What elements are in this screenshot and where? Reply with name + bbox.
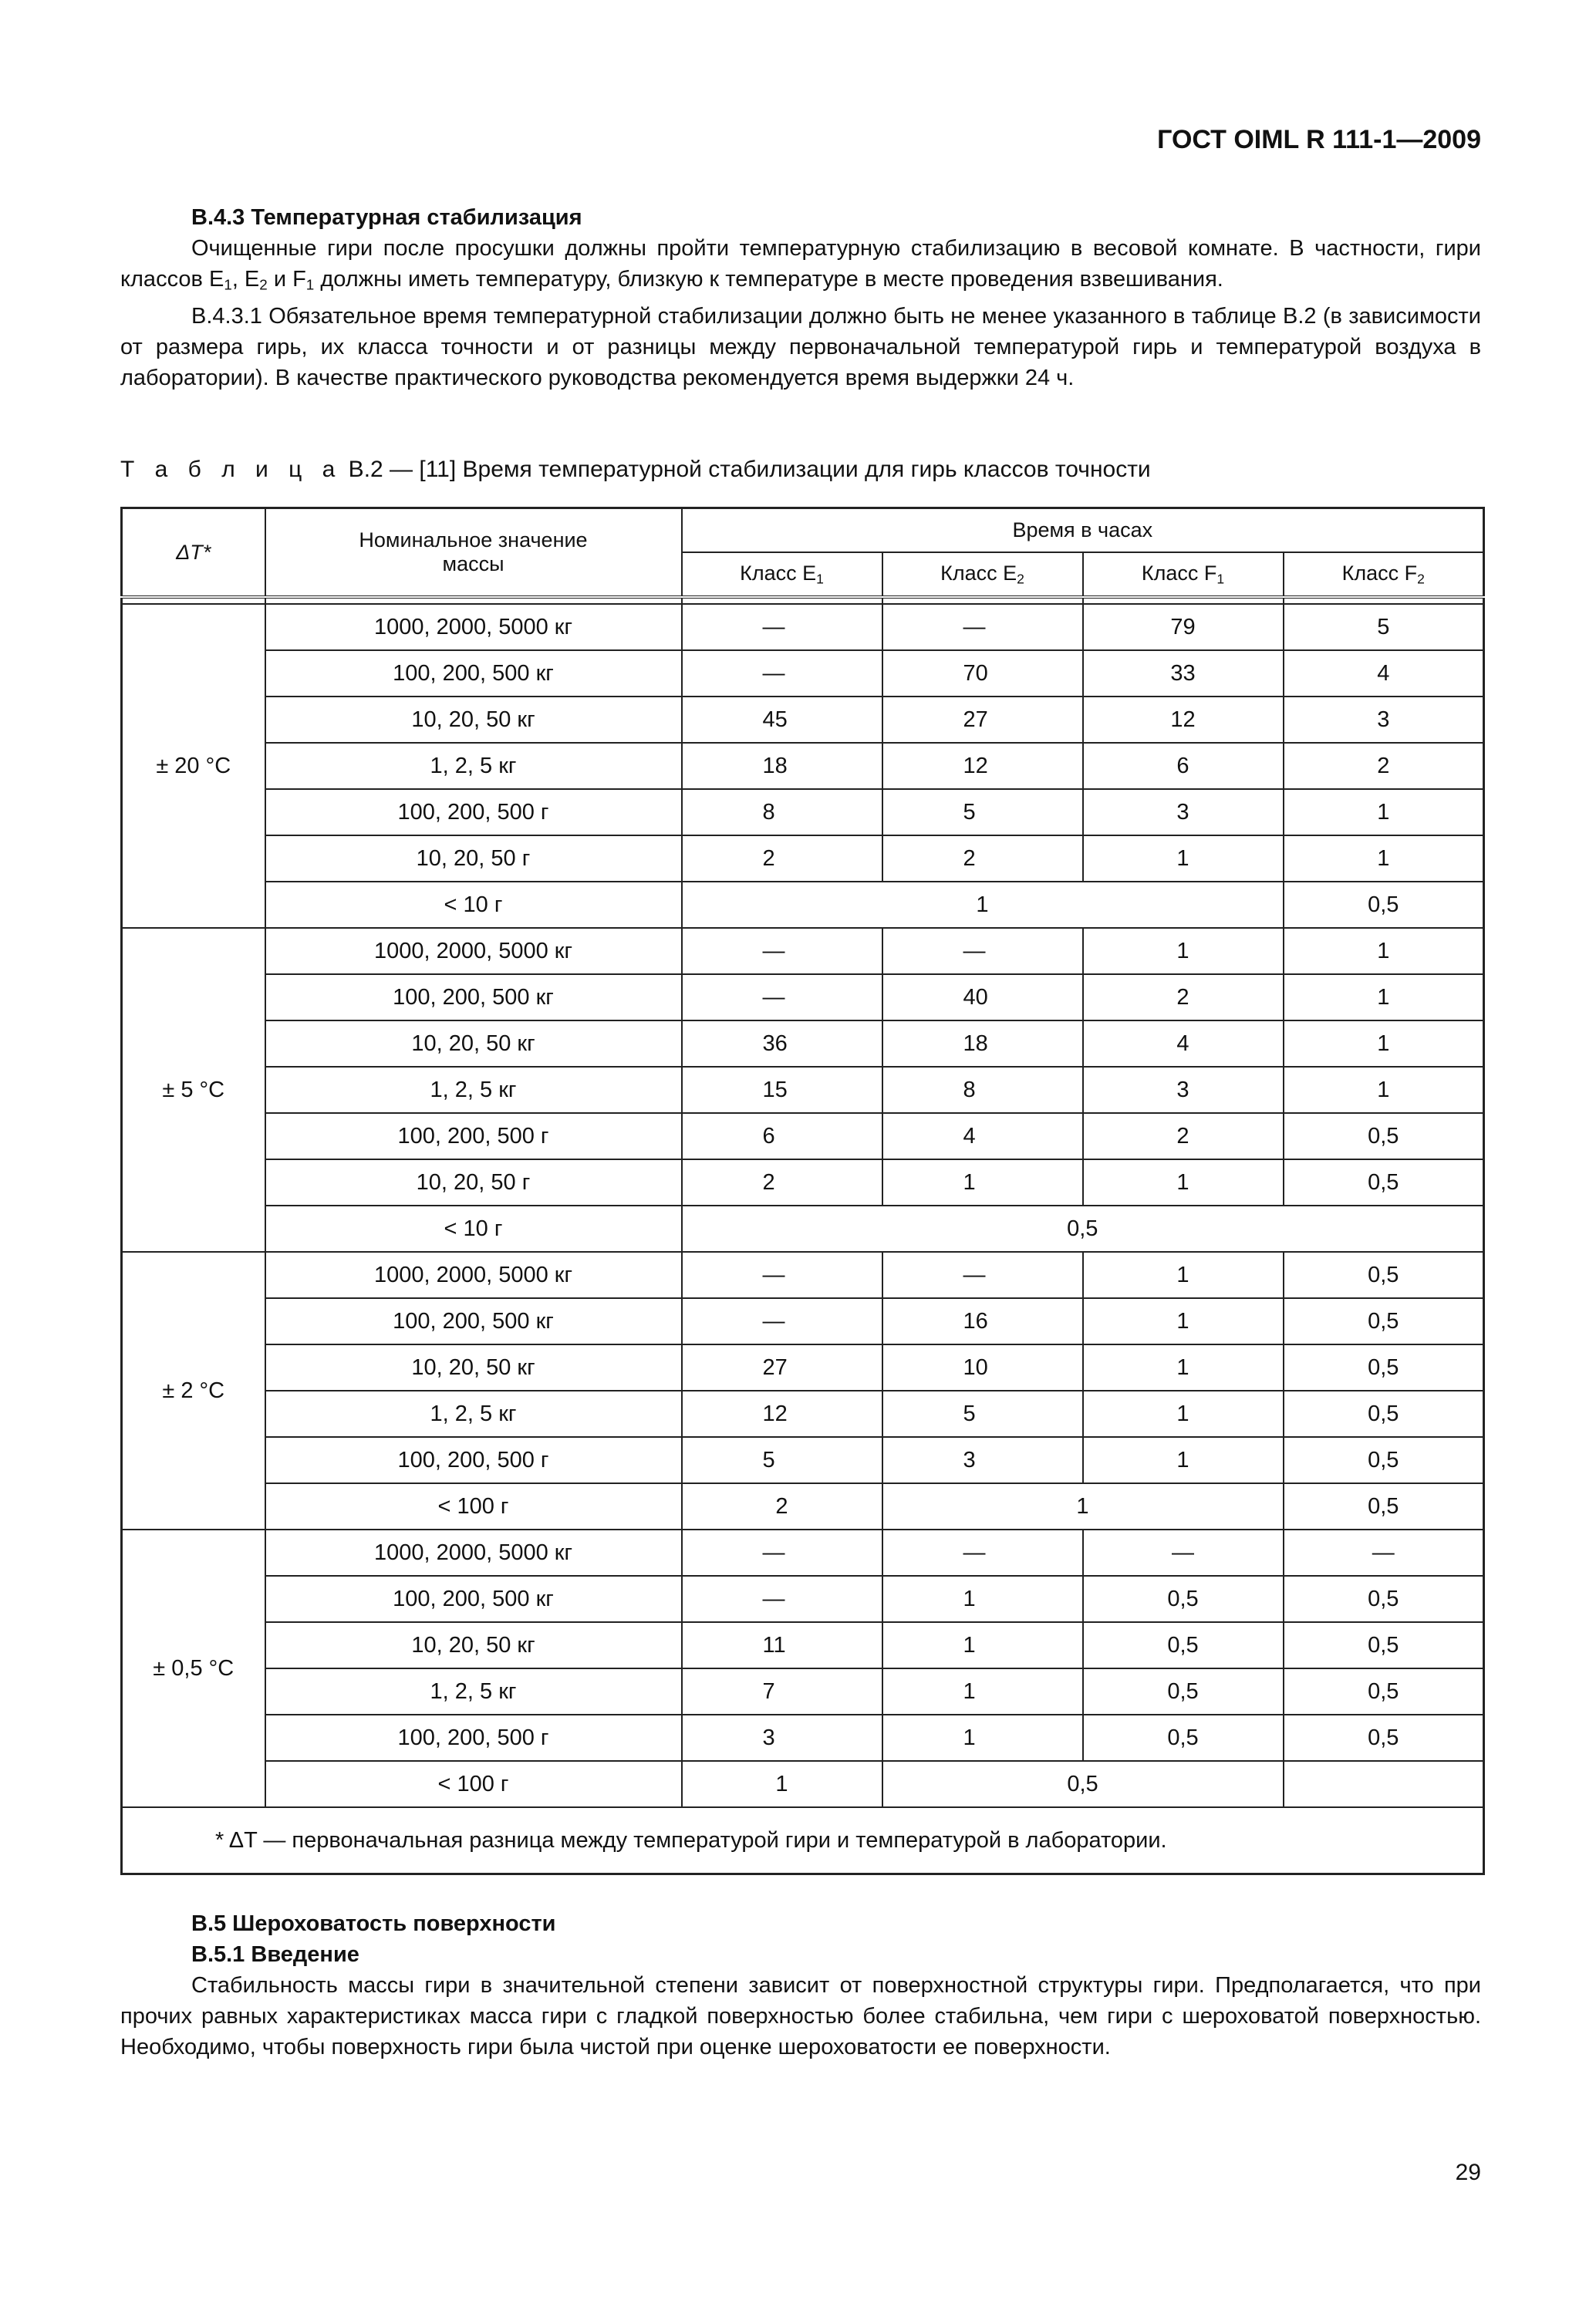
table-cell: 0,5	[1284, 882, 1484, 928]
table-cell: 5	[882, 1391, 1083, 1437]
table-cell: 5	[1284, 604, 1484, 650]
paragraph: Стабильность массы гири в значительной степени зависит от поверхностной структуры гири. Предполагается, что при прочих равных характеристиках масса гири с гладкой поверхностью более стабильна, чем гири с шероховатой поверхностью. Необходимо, чтобы поверхность гири была чистой при оценке шероховатости ее поверхности.	[120, 1973, 1481, 2059]
table-cell: 12	[1083, 697, 1284, 743]
table-row	[122, 697, 1484, 743]
table-cell: —	[1284, 1530, 1484, 1576]
table-cell: 0,5	[1284, 1437, 1484, 1483]
table-caption: Т а б л и ц а B.2 — [11] Время температурной стабилизации для гирь классов точности	[120, 457, 1151, 482]
table-cell: 1	[1284, 1020, 1484, 1067]
table-cell: 0,5	[1284, 1391, 1484, 1437]
table-cell: 3	[682, 1715, 882, 1761]
table-cell: 10, 20, 50 кг	[265, 1344, 682, 1391]
table-cell: 8	[682, 789, 882, 835]
table-cell: 1	[1083, 1298, 1284, 1344]
table-cell: 33	[1083, 650, 1284, 697]
table-row	[122, 835, 1484, 882]
table-cell: 1000, 2000, 5000 кг	[265, 1252, 682, 1298]
col-header-class: Класс $E_2$	[882, 552, 1083, 597]
table-cell: 36	[682, 1020, 882, 1067]
table-cell	[1284, 1761, 1484, 1807]
table-cell: 1	[1284, 974, 1484, 1020]
table-row	[122, 928, 1484, 974]
table-cell: 45	[682, 697, 882, 743]
table-cell: 18	[682, 743, 882, 789]
table-cell: 100, 200, 500 кг	[265, 974, 682, 1020]
delta-t-cell: ± 20 °C	[122, 604, 265, 928]
table-cell: 1	[882, 1622, 1083, 1668]
table-cell: 10, 20, 50 кг	[265, 1020, 682, 1067]
table-cell: 1	[882, 1668, 1083, 1715]
table-cell: 4	[882, 1113, 1083, 1159]
table-cell: 0,5	[882, 1761, 1284, 1807]
table-cell: 100, 200, 500 кг	[265, 1298, 682, 1344]
table-cell: < 100 г	[265, 1483, 682, 1530]
table-row	[122, 1159, 1484, 1206]
table-cell: 0,5	[1284, 1483, 1484, 1530]
table-cell: 12	[882, 743, 1083, 789]
table-row	[122, 1761, 1484, 1807]
delta-t-cell: ± 5 °C	[122, 928, 265, 1252]
table-cell: —	[682, 1576, 882, 1622]
table-row	[122, 743, 1484, 789]
table-cell: 100, 200, 500 кг	[265, 1576, 682, 1622]
table-cell: 15	[682, 1067, 882, 1113]
section-heading: B.5 Шероховатость поверхности	[191, 1911, 556, 1936]
table-cell: 7	[682, 1668, 882, 1715]
table-cell: < 10 г	[265, 1206, 682, 1252]
table-row	[122, 974, 1484, 1020]
table-cell: 1	[1083, 928, 1284, 974]
table-row	[122, 1298, 1484, 1344]
section-b5	[120, 1908, 1481, 2063]
table-cell: 1000, 2000, 5000 кг	[265, 928, 682, 974]
paragraph: B.4.3.1 Обязательное время температурной стабилизации должно быть не менее указанного в таблице B.2 (в зависимости от размера гирь, их класса точности и от разницы между первоначальной температурой гирь и температурой воздуха в лаборатории). В качестве практического руководства рекомендуется время выдержки 24 ч.	[120, 303, 1481, 390]
table-cell: 0,5	[1083, 1715, 1284, 1761]
table-cell: 16	[882, 1298, 1083, 1344]
table-cell: 5	[882, 789, 1083, 835]
table-cell: 12	[682, 1391, 882, 1437]
table-cell: 0,5	[1284, 1252, 1484, 1298]
table-row	[122, 1252, 1484, 1298]
table-row	[122, 1668, 1484, 1715]
table-cell: 0,5	[1284, 1715, 1484, 1761]
col-header-class: Класс $E_1$	[682, 552, 882, 597]
table-cell: —	[882, 928, 1083, 974]
delta-t-cell: ± 0,5 °C	[122, 1530, 265, 1807]
table-cell: 1, 2, 5 кг	[265, 1391, 682, 1437]
table-cell: 4	[1083, 1020, 1284, 1067]
table-cell: 2	[682, 835, 882, 882]
table-cell: 1	[1083, 835, 1284, 882]
section-b43	[120, 202, 1481, 393]
table-cell: 6	[1083, 743, 1284, 789]
table-cell: —	[682, 1530, 882, 1576]
document-header: ГОСТ OIML R 111-1—2009	[1157, 125, 1481, 154]
table-cell: 10	[882, 1344, 1083, 1391]
table-row	[122, 789, 1484, 835]
delta-t-cell: ± 2 °C	[122, 1252, 265, 1530]
table-cell: 18	[882, 1020, 1083, 1067]
table-cell: 1	[882, 1159, 1083, 1206]
table-cell: 3	[1284, 697, 1484, 743]
table-cell: 0,5	[1284, 1668, 1484, 1715]
table-cell: —	[682, 650, 882, 697]
table-cell: 0,5	[1284, 1576, 1484, 1622]
table-cell: 70	[882, 650, 1083, 697]
page-number: 29	[1455, 2160, 1481, 2185]
table-cell: 100, 200, 500 г	[265, 1715, 682, 1761]
table-row	[122, 1067, 1484, 1113]
table-cell: 2	[682, 1159, 882, 1206]
table-cell: 1	[682, 1761, 882, 1807]
table-cell: 1000, 2000, 5000 кг	[265, 604, 682, 650]
table-cell: 10, 20, 50 кг	[265, 1622, 682, 1668]
table-cell: 8	[882, 1067, 1083, 1113]
table-cell: 1	[1083, 1391, 1284, 1437]
table-cell: 1	[1284, 928, 1484, 974]
table-row	[122, 1391, 1484, 1437]
table-cell: —	[682, 1252, 882, 1298]
table-cell: —	[1083, 1530, 1284, 1576]
table-row	[122, 1530, 1484, 1576]
table-cell: 5	[682, 1437, 882, 1483]
table-cell: 3	[882, 1437, 1083, 1483]
table-row	[122, 1206, 1484, 1252]
table-row	[122, 1020, 1484, 1067]
table-cell: 0,5	[1284, 1622, 1484, 1668]
table-cell: 0,5	[1284, 1113, 1484, 1159]
table-cell: 2	[1284, 743, 1484, 789]
table-cell: 0,5	[1284, 1159, 1484, 1206]
table-cell: 11	[682, 1622, 882, 1668]
col-header-class: Класс $F_2$	[1284, 552, 1484, 597]
table-cell: —	[682, 1298, 882, 1344]
subsection-heading: B.5.1 Введение	[191, 1942, 359, 1967]
paragraph: Очищенные гири после просушки должны пройти температурную стабилизацию в весовой комнате. В частности, гири классов $E_1$, $E_2$ и $F_1$ должны иметь температуру, близкую к температуре в месте проведения взвешивания.	[120, 236, 1481, 293]
table-cell: 1	[1083, 1252, 1284, 1298]
table-cell: < 100 г	[265, 1761, 682, 1807]
table-cell: 1	[882, 1483, 1284, 1530]
table-cell: 1	[1284, 789, 1484, 835]
table-cell: 10, 20, 50 кг	[265, 697, 682, 743]
table-cell: —	[882, 1252, 1083, 1298]
table-row	[122, 1576, 1484, 1622]
table-row	[122, 604, 1484, 650]
table-cell: 2	[882, 835, 1083, 882]
table-cell: 0,5	[682, 1206, 1484, 1252]
table-row	[122, 1622, 1484, 1668]
table-cell: —	[882, 1530, 1083, 1576]
table-cell: < 10 г	[265, 882, 682, 928]
table-row	[122, 882, 1484, 928]
stabilization-table	[120, 507, 1485, 1875]
table-cell: 40	[882, 974, 1083, 1020]
table-cell: 0,5	[1284, 1344, 1484, 1391]
table-cell: 1	[882, 1576, 1083, 1622]
col-header-mass: Номинальное значение массы	[265, 508, 682, 598]
table-row	[122, 1483, 1484, 1530]
table-cell: —	[682, 604, 882, 650]
table-cell: —	[882, 604, 1083, 650]
table-row	[122, 1113, 1484, 1159]
table-cell: 2	[1083, 1113, 1284, 1159]
table-cell: 1	[1083, 1159, 1284, 1206]
table-cell: 2	[1083, 974, 1284, 1020]
table-cell: 1, 2, 5 кг	[265, 1067, 682, 1113]
table-cell: 2	[682, 1483, 882, 1530]
table-cell: 27	[882, 697, 1083, 743]
table-cell: 100, 200, 500 г	[265, 789, 682, 835]
table-cell: 3	[1083, 789, 1284, 835]
table-cell: 1	[882, 1715, 1083, 1761]
table-cell: 0,5	[1083, 1668, 1284, 1715]
table-footnote: * ΔT — первоначальная разница между температурой гири и температурой в лаборатории.	[122, 1807, 1484, 1874]
table-cell: 3	[1083, 1067, 1284, 1113]
table-cell: 1	[1284, 1067, 1484, 1113]
table-cell: 1	[1083, 1437, 1284, 1483]
table-cell: 1	[1284, 835, 1484, 882]
table-row	[122, 650, 1484, 697]
table-cell: 1	[682, 882, 1284, 928]
table-cell: 100, 200, 500 г	[265, 1113, 682, 1159]
table-cell: 4	[1284, 650, 1484, 697]
table-cell: 100, 200, 500 г	[265, 1437, 682, 1483]
table-cell: 6	[682, 1113, 882, 1159]
table-cell: 1, 2, 5 кг	[265, 1668, 682, 1715]
table-row	[122, 1437, 1484, 1483]
col-header-class: Класс $F_1$	[1083, 552, 1284, 597]
col-header-dt: ΔT*	[122, 508, 265, 598]
stabilization-table-container	[120, 507, 1483, 1875]
table-cell: 1000, 2000, 5000 кг	[265, 1530, 682, 1576]
table-cell: 0,5	[1083, 1622, 1284, 1668]
table-cell: 79	[1083, 604, 1284, 650]
table-cell: —	[682, 928, 882, 974]
table-cell: —	[682, 974, 882, 1020]
table-cell: 1	[1083, 1344, 1284, 1391]
table-row	[122, 1715, 1484, 1761]
section-heading: B.4.3 Температурная стабилизация	[191, 205, 582, 230]
table-cell: 10, 20, 50 г	[265, 1159, 682, 1206]
table-cell: 0,5	[1083, 1576, 1284, 1622]
table-cell: 27	[682, 1344, 882, 1391]
col-header-time: Время в часах	[682, 508, 1484, 553]
table-cell: 10, 20, 50 г	[265, 835, 682, 882]
table-cell: 1, 2, 5 кг	[265, 743, 682, 789]
table-cell: 0,5	[1284, 1298, 1484, 1344]
table-cell: 100, 200, 500 кг	[265, 650, 682, 697]
table-row	[122, 1344, 1484, 1391]
